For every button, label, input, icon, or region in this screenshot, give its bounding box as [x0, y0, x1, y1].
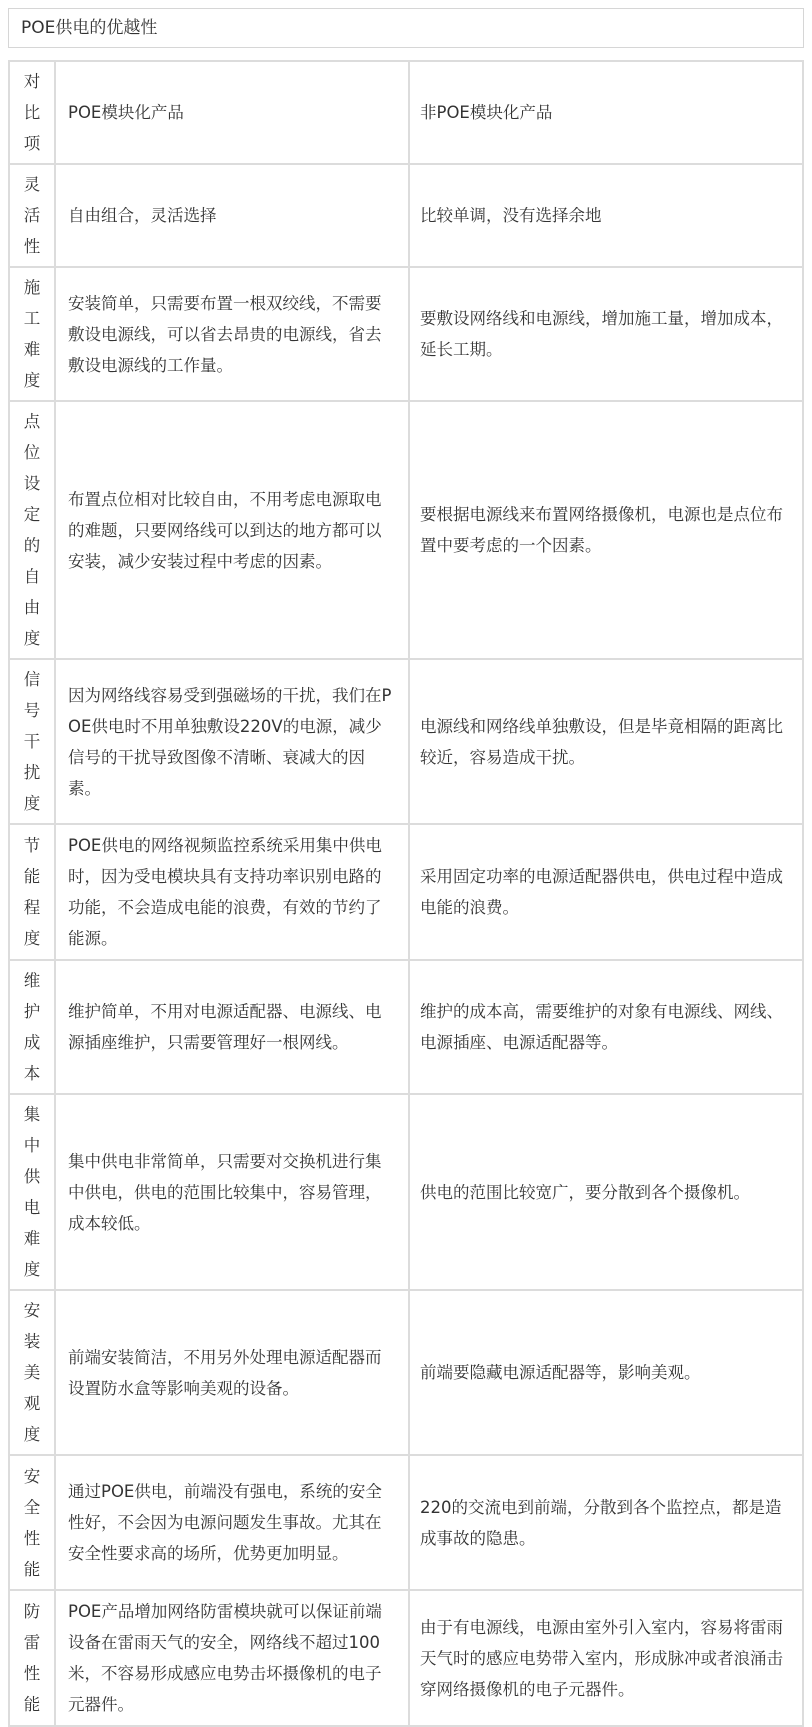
row-item-cell	[9, 1455, 55, 1590]
row-poe-text: POE供电的网络视频监控系统采用集中供电时，因为受电模块具有支持功率识别电路的功能，不会造成电能的浪费，有效的节约了能源。	[68, 836, 382, 948]
row-item-label: 灵活性	[23, 175, 41, 256]
row-poe-cell	[55, 401, 409, 659]
table-row	[9, 1590, 803, 1726]
header-non-poe-label: 非POE模块化产品	[420, 103, 553, 122]
row-item-label: 集中供电难度	[23, 1105, 41, 1279]
header-non-poe-cell	[409, 61, 803, 164]
table-header-row	[9, 61, 803, 164]
row-poe-text: 自由组合，灵活选择	[68, 206, 217, 225]
row-non-poe-text: 比较单调，没有选择余地	[420, 206, 602, 225]
row-item-label: 维护成本	[23, 971, 41, 1083]
row-poe-text: 因为网络线容易受到强磁场的干扰，我们在POE供电时不用单独敷设220V的电源，减少信号的干扰导致图像不清晰、衰减大的因素。	[68, 685, 392, 798]
row-item-label: 安装美观度	[23, 1301, 41, 1444]
row-poe-cell	[55, 1455, 409, 1590]
row-item-label: 施工难度	[23, 278, 41, 390]
table-row	[9, 1455, 803, 1590]
header-poe-cell	[55, 61, 409, 164]
row-poe-text: POE产品增加网络防雷模块就可以保证前端设备在雷雨天气的安全，网络线不超过100米，不容易形成感应电势击坏摄像机的电子元器件。	[68, 1602, 382, 1714]
row-non-poe-cell	[409, 267, 803, 401]
row-poe-cell	[55, 267, 409, 401]
comparison-table	[8, 60, 804, 1727]
row-poe-text: 通过POE供电，前端没有强电，系统的安全性好，不会因为电源问题发生事故。尤其在安全性要求高的场所，优势更加明显。	[68, 1482, 382, 1563]
header-poe-label: POE模块化产品	[68, 103, 184, 122]
row-poe-text: 集中供电非常简单，只需要对交换机进行集中供电，供电的范围比较集中，容易管理，成本较低。	[68, 1151, 382, 1233]
row-non-poe-text: 电源线和网络线单独敷设，但是毕竟相隔的距离比较近，容易造成干扰。	[420, 716, 783, 767]
row-item-cell	[9, 659, 55, 824]
row-non-poe-cell	[409, 659, 803, 824]
row-non-poe-cell	[409, 1290, 803, 1455]
table-row	[9, 659, 803, 824]
page-title: POE供电的优越性	[8, 8, 804, 48]
row-non-poe-text: 要根据电源线来布置网络摄像机，电源也是点位布置中要考虑的一个因素。	[420, 505, 783, 555]
row-poe-text: 布置点位相对比较自由，不用考虑电源取电的难题，只要网络线可以到达的地方都可以安装，减少安装过程中考虑的因素。	[68, 489, 382, 571]
row-item-cell	[9, 1290, 55, 1455]
row-poe-cell	[55, 1590, 409, 1726]
row-item-label: 安全性能	[23, 1466, 41, 1579]
row-non-poe-text: 由于有电源线，电源由室外引入室内，容易将雷雨天气时的感应电势带入室内，形成脉冲或者浪涌击穿网络摄像机的电子元器件。	[420, 1617, 783, 1699]
row-poe-text: 前端安装简洁，不用另外处理电源适配器而设置防水盒等影响美观的设备。	[68, 1347, 382, 1398]
row-non-poe-text: 采用固定功率的电源适配器供电，供电过程中造成电能的浪费。	[420, 867, 783, 917]
table-row	[9, 164, 803, 267]
header-item-label: 对比项	[23, 72, 41, 153]
row-non-poe-cell	[409, 1094, 803, 1290]
table-row	[9, 824, 803, 960]
row-item-label: 信号干扰度	[23, 670, 41, 813]
row-item-cell	[9, 267, 55, 401]
row-poe-cell	[55, 1094, 409, 1290]
table-row	[9, 1094, 803, 1290]
row-poe-cell	[55, 659, 409, 824]
row-item-label: 点位设定的自由度	[23, 412, 41, 648]
row-item-cell	[9, 401, 55, 659]
row-non-poe-text: 220的交流电到前端，分散到各个监控点，都是造成事故的隐患。	[420, 1497, 782, 1548]
table-row	[9, 267, 803, 401]
row-non-poe-text: 维护的成本高，需要维护的对象有电源线、网线、电源插座、电源适配器等。	[420, 1002, 783, 1052]
row-non-poe-cell	[409, 960, 803, 1094]
row-non-poe-cell	[409, 1590, 803, 1726]
table-row	[9, 960, 803, 1094]
header-item-cell	[9, 61, 55, 164]
row-item-label: 防雷性能	[23, 1602, 41, 1714]
table-row	[9, 1290, 803, 1455]
row-non-poe-text: 供电的范围比较宽广，要分散到各个摄像机。	[420, 1182, 750, 1202]
row-item-cell	[9, 1094, 55, 1290]
row-non-poe-cell	[409, 1455, 803, 1590]
row-item-cell	[9, 824, 55, 960]
row-poe-text: 维护简单，不用对电源适配器、电源线、电源插座维护，只需要管理好一根网线。	[68, 1002, 382, 1052]
row-poe-cell	[55, 1290, 409, 1455]
row-item-cell	[9, 1590, 55, 1726]
row-item-label: 节能程度	[23, 836, 41, 948]
row-item-cell	[9, 960, 55, 1094]
row-non-poe-cell	[409, 824, 803, 960]
row-non-poe-cell	[409, 401, 803, 659]
row-non-poe-text: 前端要隐藏电源适配器等，影响美观。	[420, 1363, 701, 1382]
row-item-cell	[9, 164, 55, 267]
row-poe-cell	[55, 164, 409, 267]
row-poe-cell	[55, 824, 409, 960]
row-non-poe-text: 要敷设网络线和电源线，增加施工量，增加成本，延长工期。	[420, 309, 783, 359]
row-poe-cell	[55, 960, 409, 1094]
row-poe-text: 安装简单，只需要布置一根双绞线，不需要敷设电源线，可以省去昂贵的电源线，省去敷设电源线的工作量。	[68, 293, 382, 375]
table-row	[9, 401, 803, 659]
row-non-poe-cell	[409, 164, 803, 267]
